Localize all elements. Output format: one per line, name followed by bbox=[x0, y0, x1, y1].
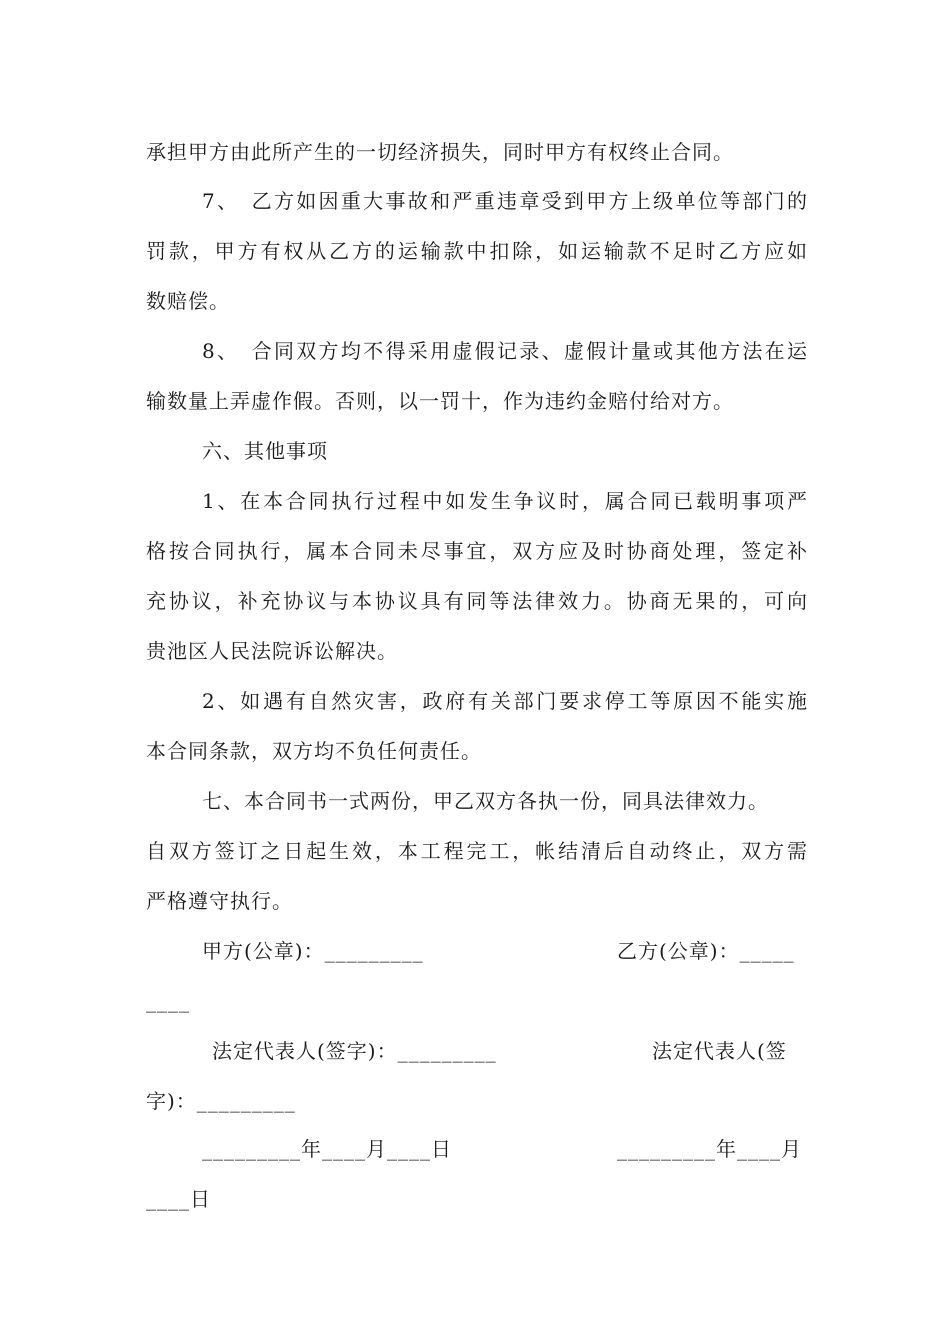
paragraph-line: 充协议，补充协议与本协议具有同等法律效力。协商无果的，可向 bbox=[146, 589, 808, 613]
party-b-seal-cont: ____ bbox=[146, 989, 190, 1013]
paragraph-line: 自双方签订之日起生效，本工程完工，帐结清后自动终止，双方需 bbox=[146, 839, 808, 863]
paragraph-line: 输数量上弄虚作假。否则，以一罚十，作为违约金赔付给对方。 bbox=[146, 389, 734, 413]
party-a-representative: 法定代表人(签字)：_________ bbox=[212, 1039, 497, 1063]
section-heading: 六、其他事项 bbox=[202, 439, 328, 463]
paragraph-line: 严格遵守执行。 bbox=[146, 889, 293, 913]
party-b-representative-cont: 字)：_________ bbox=[146, 1089, 296, 1113]
paragraph-line: 罚款，甲方有权从乙方的运输款中扣除，如运输款不足时乙方应如 bbox=[146, 239, 808, 263]
party-b-date: _________年____月 bbox=[617, 1137, 802, 1161]
party-b-date-cont: ____日 bbox=[146, 1187, 211, 1211]
clause-line: 2、如遇有自然灾害，政府有关部门要求停工等原因不能实施 bbox=[202, 689, 808, 713]
party-a-seal: 甲方(公章)：_________ bbox=[202, 939, 424, 963]
clause-line: 1、在本合同执行过程中如发生争议时，属合同已载明事项严 bbox=[202, 489, 808, 513]
paragraph-line: 本合同条款，双方均不负任何责任。 bbox=[146, 739, 482, 763]
clause-7-line: 7、 乙方如因重大事故和严重违章受到甲方上级单位等部门的 bbox=[202, 189, 808, 213]
party-a-date: _________年____月____日 bbox=[202, 1137, 452, 1161]
party-b-representative: 法定代表人(签 bbox=[652, 1039, 787, 1063]
party-b-seal: 乙方(公章)：_____ bbox=[617, 939, 795, 963]
paragraph-line: 贵池区人民法院诉讼解决。 bbox=[146, 639, 398, 663]
paragraph-line: 格按合同执行，属本合同未尽事宜，双方应及时协商处理，签定补 bbox=[146, 539, 808, 563]
section-heading: 七、本合同书一式两份，甲乙双方各执一份，同具法律效力。 bbox=[202, 789, 769, 813]
clause-8-line: 8、 合同双方均不得采用虚假记录、虚假计量或其他方法在运 bbox=[202, 339, 808, 363]
paragraph-line: 承担甲方由此所产生的一切经济损失，同时甲方有权终止合同。 bbox=[146, 140, 734, 164]
paragraph-line: 数赔偿。 bbox=[146, 289, 230, 313]
